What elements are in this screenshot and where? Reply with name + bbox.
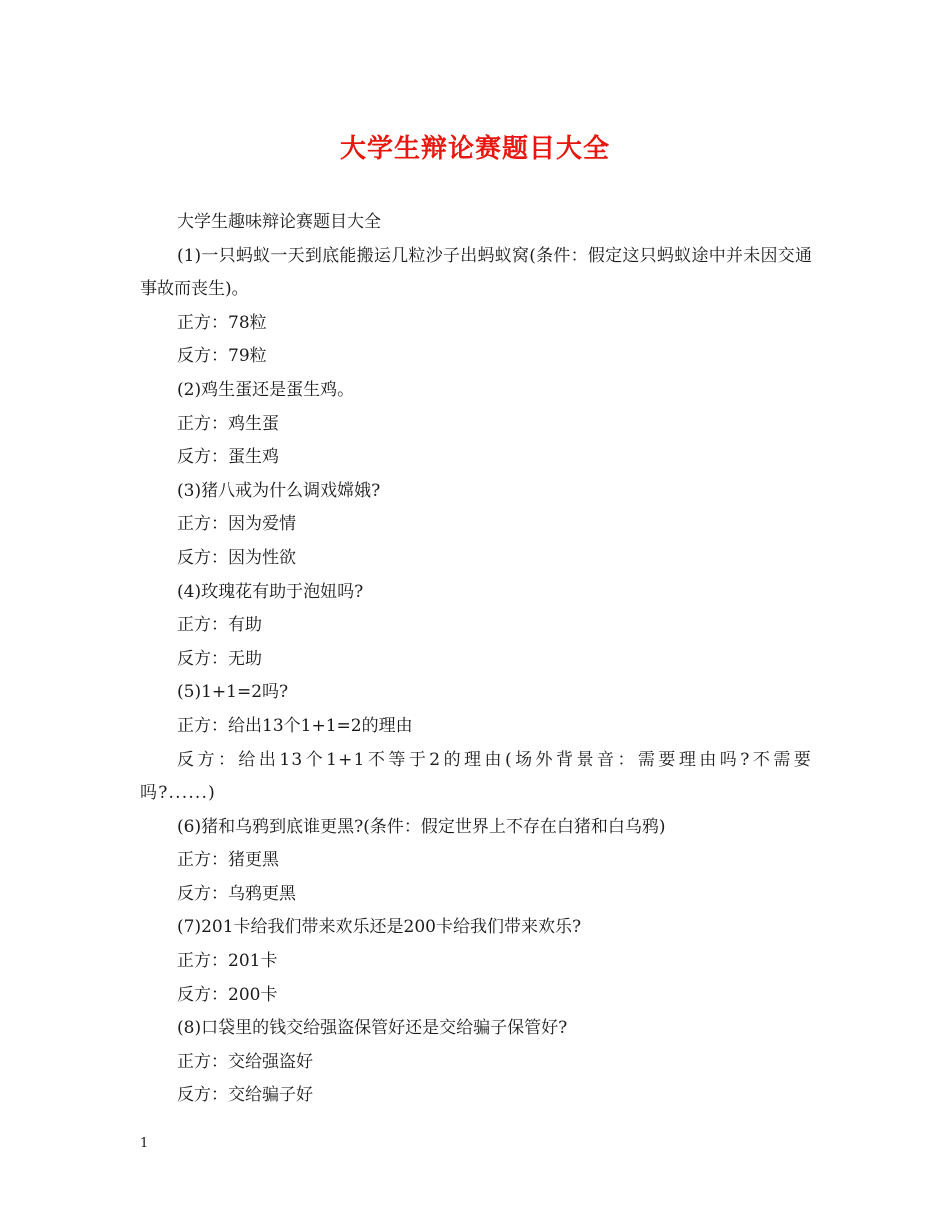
page-title: 大学生辩论赛题目大全 — [339, 134, 610, 164]
question-8: (8)口袋里的钱交给强盗保管好还是交给骗子保管好? — [177, 1018, 568, 1039]
page-number: 1 — [140, 1136, 149, 1151]
answer-con: 反方：乌鸦更黑 — [177, 883, 296, 904]
answer-pro: 正方：78粒 — [177, 312, 267, 333]
answer-pro: 正方：猪更黑 — [177, 850, 279, 871]
question-7: (7)201卡给我们带来欢乐还是200卡给我们带来欢乐? — [177, 917, 582, 938]
answer-pro: 正方：有助 — [177, 615, 262, 636]
answer-pro: 正方：201卡 — [177, 951, 278, 972]
document-body — [140, 206, 812, 1113]
question-6: (6)猪和乌鸦到底谁更黑?(条件：假定世界上不存在白猪和白乌鸦) — [177, 816, 666, 837]
answer-con: 反方：因为性欲 — [177, 547, 296, 568]
intro-line: 大学生趣味辩论赛题目大全 — [177, 212, 381, 232]
question-3: (3)猪八戒为什么调戏嫦娥? — [177, 480, 381, 501]
answer-con: 反方：无助 — [177, 648, 262, 669]
answer-con: 反方：200卡 — [177, 984, 278, 1005]
question-4: (4)玫瑰花有助于泡妞吗? — [177, 581, 364, 602]
answer-pro: 正方：给出13个1+1=2的理由 — [177, 715, 413, 736]
answer-pro: 正方：因为爱情 — [177, 514, 296, 535]
answer-con: 反方：交给骗子好 — [177, 1085, 313, 1106]
question-5: (5)1+1=2吗? — [177, 682, 289, 703]
question-2: (2)鸡生蛋还是蛋生鸡。 — [177, 379, 355, 400]
answer-con: 反方：蛋生鸡 — [177, 447, 279, 468]
answer-pro: 正方：交给强盗好 — [177, 1051, 313, 1072]
answer-con: 反方：79粒 — [177, 346, 267, 367]
question-1: (1)一只蚂蚁一天到底能搬运几粒沙子出蚂蚁窝(条件：假定这只蚂蚁途中并未因交通事故而丧生)。 — [140, 245, 812, 300]
answer-con: 反方：给出13个1+1不等于2的理由(场外背景音：需要理由吗?不需要吗?......) — [140, 749, 812, 804]
answer-pro: 正方：鸡生蛋 — [177, 413, 279, 434]
